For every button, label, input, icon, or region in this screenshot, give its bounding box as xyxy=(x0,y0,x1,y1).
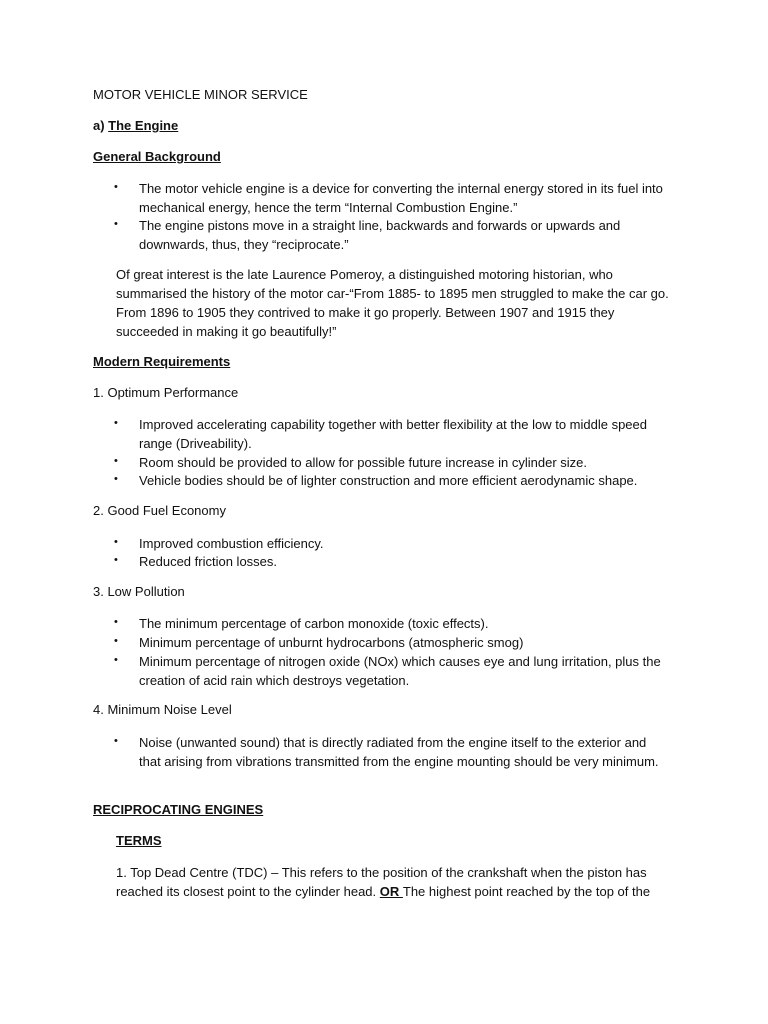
tdc-definition: 1. Top Dead Centre (TDC) – This refers to the position of the crankshaft when the piston has reached its closest point to the cylinder head. OR The highest point reached by the top of the xyxy=(116,865,651,899)
bullet-marker: • xyxy=(114,635,118,647)
req2-title: 2. Good Fuel Economy xyxy=(93,503,226,518)
section-a-heading xyxy=(93,118,178,133)
req3-title: 3. Low Pollution xyxy=(93,584,185,599)
terms-heading: TERMS xyxy=(116,833,162,848)
req2-bullet-2: Reduced friction losses. xyxy=(139,554,278,569)
general-background-heading: General Background xyxy=(93,149,221,164)
bullet-marker: • xyxy=(114,536,118,548)
bullet-marker: • xyxy=(114,455,118,467)
bullet-marker: • xyxy=(114,735,118,747)
modern-requirements-heading: Modern Requirements xyxy=(93,354,231,369)
req1-bullet-1: Improved accelerating capability together with better flexibility at the low to middle speed range (Driveability). xyxy=(139,417,647,451)
bullet-marker: • xyxy=(114,417,118,429)
bullet-marker: • xyxy=(114,616,118,628)
req1-bullet-3: Vehicle bodies should be of lighter construction and more efficient aerodynamic shape. xyxy=(139,473,638,488)
req3-bullet-3: Minimum percentage of nitrogen oxide (NOx) which causes eye and lung irritation, plus the creation of acid rain which destroys vegetation. xyxy=(139,654,661,688)
req4-title: 4. Minimum Noise Level xyxy=(93,702,232,717)
req3-bullet-1: The minimum percentage of carbon monoxide (toxic effects). xyxy=(139,616,489,631)
bullet-marker: • xyxy=(114,473,118,485)
or-emphasis: OR xyxy=(379,884,403,899)
general-bullet-1: The motor vehicle engine is a device for converting the internal energy stored in its fuel into mechanical energy, hence the term “Internal Combustion Engine.” xyxy=(139,181,663,215)
reciprocating-engines-heading: RECIPROCATING ENGINES xyxy=(93,802,264,817)
section-a-prefix: a) xyxy=(93,118,109,133)
req1-bullet-2: Room should be provided to allow for possible future increase in cylinder size. xyxy=(139,455,588,470)
pomeroy-paragraph: Of great interest is the late Laurence Pomeroy, a distinguished motoring historian, who summarised the history of the motor car-“From 1885- to 1895 men struggled to make the car go. From 1896 to 1905 they contrived to make it go properly. Between 1907 and 1915 they succeeded in making it go beautifully!” xyxy=(116,267,669,339)
bullet-marker: • xyxy=(114,181,118,193)
document-title: MOTOR VEHICLE MINOR SERVICE xyxy=(93,87,308,102)
req3-bullet-2: Minimum percentage of unburnt hydrocarbons (atmospheric smog) xyxy=(139,635,524,650)
req1-title: 1. Optimum Performance xyxy=(93,385,239,400)
general-bullet-2: The engine pistons move in a straight line, backwards and forwards or upwards and downwards, thus, they “reciprocate.” xyxy=(139,218,621,252)
section-a-title: The Engine xyxy=(108,118,179,133)
req4-bullet-1: Noise (unwanted sound) that is directly radiated from the engine itself to the exterior and that arising from vibrations transmitted from the engine mounting should be very minimum. xyxy=(139,735,659,769)
bullet-marker: • xyxy=(114,554,118,566)
req2-bullet-1: Improved combustion efficiency. xyxy=(139,536,324,551)
bullet-marker: • xyxy=(114,218,118,230)
bullet-marker: • xyxy=(114,654,118,666)
